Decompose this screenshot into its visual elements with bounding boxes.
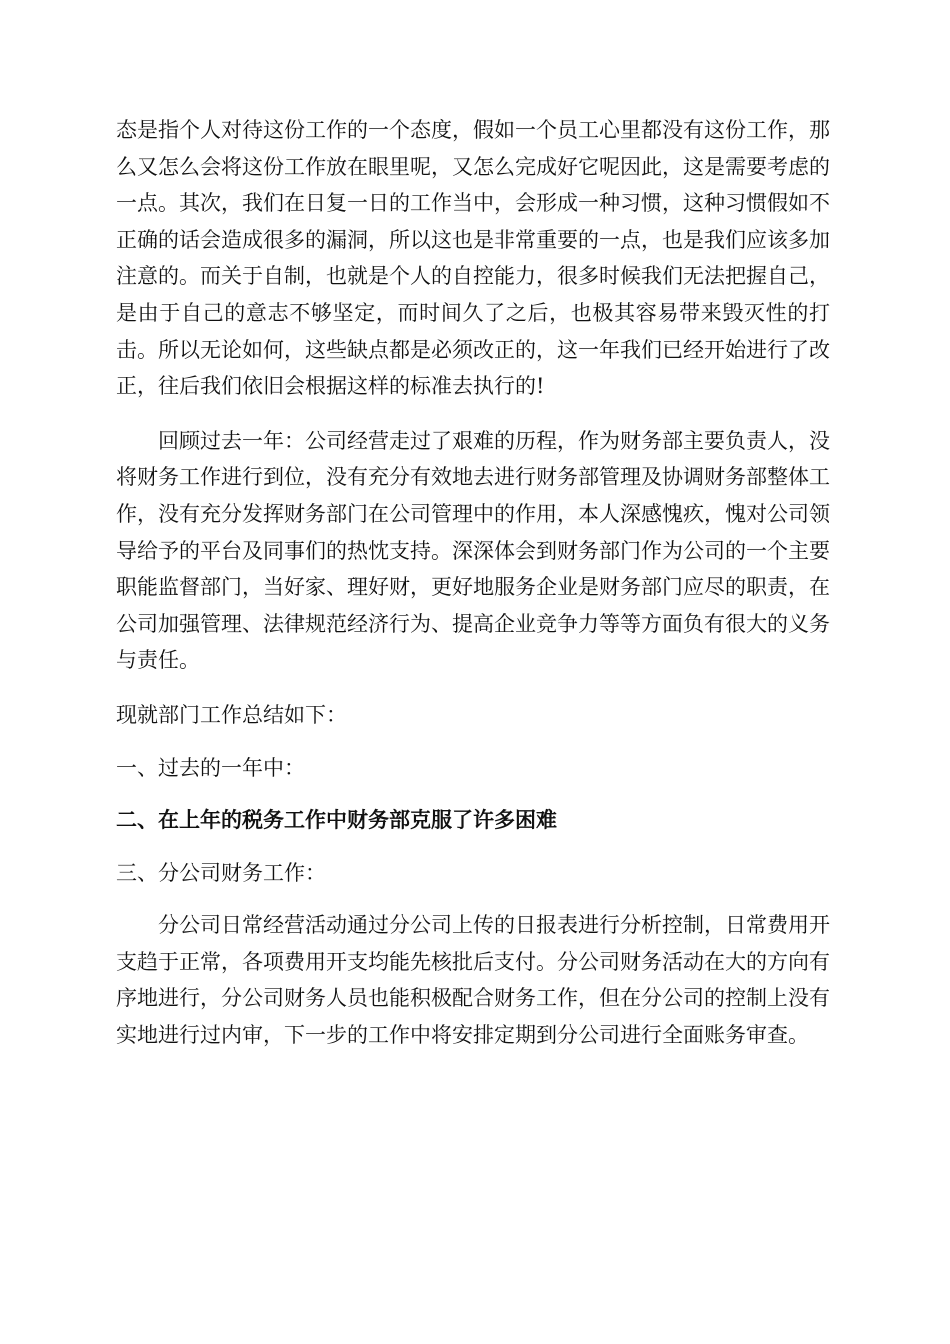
- paragraph-attitude-habits-self-control: 态是指个人对待这份工作的一个态度，假如一个员工心里都没有这份工作，那么又怎么会将这份工作放在眼里呢，又怎么完成好它呢因此，这是需要考虑的一点。其次，我们在日复一日的工作当中，会形成一种习惯，这种习惯假如不正确的话会造成很多的漏洞，所以这也是非常重要的一点，也是我们应该多加注意的。而关于自制，也就是个人的自控能力，很多时候我们无法把握自己，是由于自己的意志不够坚定，而时间久了之后，也极其容易带来毁灭性的打击。所以无论如何，这些缺点都是必须改正的，这一年我们已经开始进行了改正，往后我们依旧会根据这样的标准去执行的!: [116, 118, 830, 399]
- paragraph-branch-finance: 分公司日常经营活动通过分公司上传的日报表进行分析控制，日常费用开支趋于正常，各项费用开支均能先核批后支付。分公司财务活动在大的方向有序地进行，分公司财务人员也能积极配合财务工作，但在分公司的控制上没有实地进行过内审，下一步的工作中将安排定期到分公司进行全面账务审查。: [116, 913, 830, 1048]
- section-heading-3: 三、分公司财务工作：: [116, 860, 326, 885]
- paragraph-review-past-year: 回顾过去一年：公司经营走过了艰难的历程，作为财务部主要负责人，没将财务工作进行到位，没有充分有效地去进行财务部管理及协调财务部整体工作，没有充分发挥财务部门在公司管理中的作用，本人深感愧疚，愧对公司领导给予的平台及同事们的热忱支持。深深体会到财务部门作为公司的一个主要职能监督部门，当好家、理好财，更好地服务企业是财务部门应尽的职责，在公司加强管理、法律规范经济行为、提高企业竞争力等等方面负有很大的义务与责任。: [116, 428, 830, 673]
- paragraph-summary-intro: 现就部门工作总结如下：: [116, 702, 347, 727]
- section-heading-1: 一、过去的一年中：: [116, 755, 305, 780]
- document-page: [116, 112, 830, 1054]
- section-heading-2: 二、在上年的税务工作中财务部克服了许多困难: [116, 807, 557, 833]
